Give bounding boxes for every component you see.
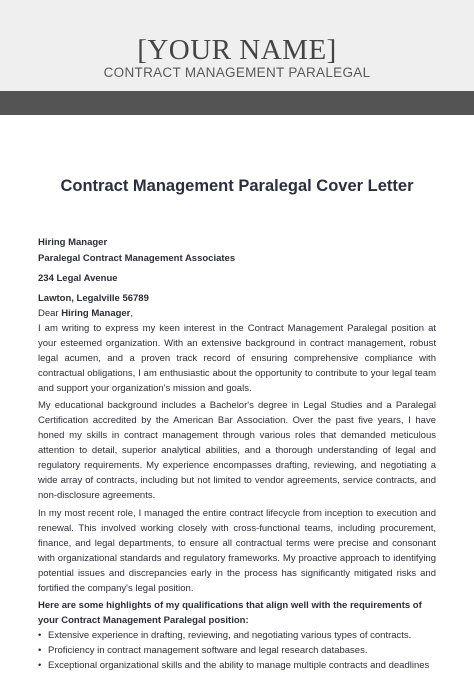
- recipient-city: Lawton, Legalville 56789: [38, 293, 149, 304]
- paragraph-intro: I am writing to express my keen interest in the Contract Management Paralegal position at your esteemed organization. With an extensive background in contract management, robust legal acumen, and a proven track record of ensuring comprehensive compliance with contractual obligations, I am enthusiastic about the opportunity to contribute to your legal team and support your organization's mission and goals.: [38, 323, 436, 394]
- applicant-role: CONTRACT MANAGEMENT PARALEGAL: [103, 65, 371, 80]
- highlights-list: [38, 628, 436, 673]
- header: [0, 0, 474, 91]
- list-item: • Exceptional organizational skills and the ability to manage multiple contracts and deadlines: [38, 658, 436, 673]
- highlights-intro: Here are some highlights of my qualifications that align well with the requirements of your Contract Management Paralegal position:: [38, 600, 422, 626]
- salutation-prefix: Dear: [38, 308, 62, 319]
- recipient-company: Paralegal Contract Management Associates: [38, 253, 236, 264]
- list-item: • Extensive experience in drafting, reviewing, and negotiating various types of contracts.: [38, 628, 436, 643]
- page-title: Contract Management Paralegal Cover Letter: [60, 177, 414, 195]
- applicant-name: [YOUR NAME]: [137, 34, 337, 66]
- salutation: [38, 306, 436, 321]
- paragraph-recent-role: In my most recent role, I managed the entire contract lifecycle from inception to execution and renewal. This involved working closely with cross-functional teams, including procurement, finance, and legal departments, to ensure all contractual terms were precise and consonant with organizational standards and regulatory frameworks. My proactive approach to identifying potential issues and discrepancies early in the process has significantly mitigated risks and fortified the company's legal position.: [38, 508, 436, 594]
- salutation-suffix: ,: [130, 308, 134, 319]
- list-item: • Proficiency in contract management software and legal research databases.: [38, 643, 436, 658]
- paragraph-education: My educational background includes a Bachelor's degree in Legal Studies and a Paralegal Certification accredited by the American Bar Association. Over the past five years, I have honed my skills in contract management through various roles that demanded meticulous attention to detail, superior analytical abilities, and a thorough understanding of legal and regulatory requirements. My experience encompasses drafting, reviewing, and negotiating a wide array of contracts, including but not limited to vendor agreements, service contracts, and non-disclosure agreements.: [38, 400, 436, 501]
- recipient-line1: Hiring Manager: [38, 237, 108, 248]
- salutation-name: Hiring Manager: [61, 308, 131, 319]
- recipient-street: 234 Legal Avenue: [38, 273, 118, 284]
- header-band: [0, 91, 474, 115]
